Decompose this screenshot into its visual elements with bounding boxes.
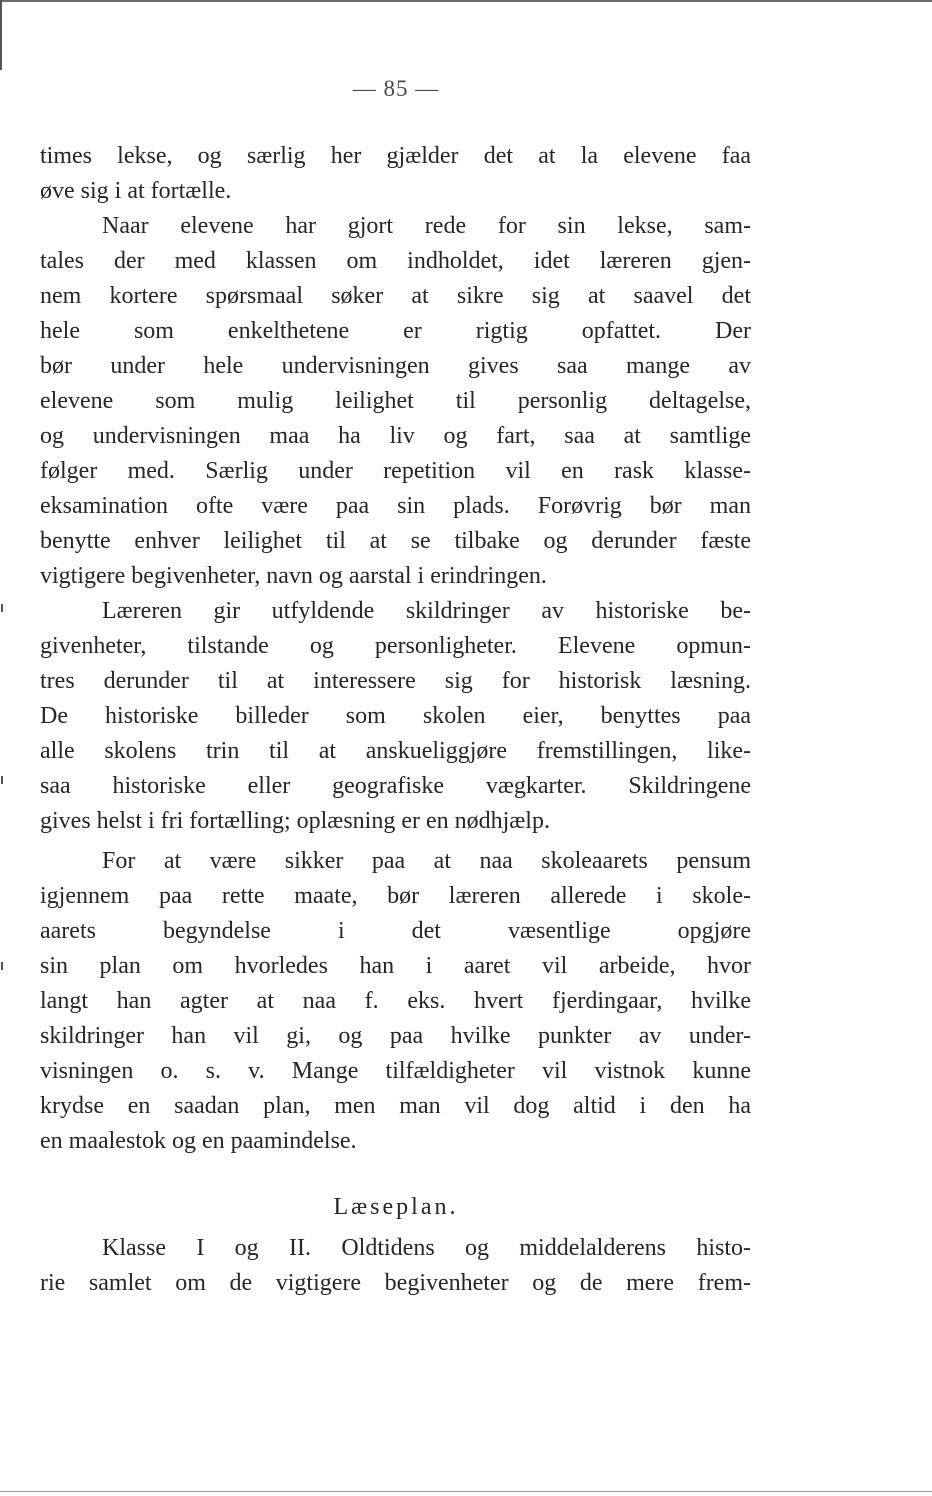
text-line: hele som enkelthetene er rigtig opfattet. Der [40, 318, 751, 344]
text-line: krydse en saadan plan, men man vil dog altid i den ha [40, 1093, 751, 1119]
text-line: De historiske billeder som skolen eier, benyttes paa [40, 703, 751, 729]
text-line: gives helst i fri fortælling; oplæsning er en nødhjælp. [40, 808, 550, 834]
scan-speck [1, 962, 3, 970]
text-line: tales der med klassen om indholdet, idet læreren gjen- [40, 248, 751, 274]
section-heading: Læseplan. [333, 1194, 459, 1220]
text-line: times lekse, og særlig her gjælder det at la elevene faa [40, 143, 751, 169]
text-line: saa historiske eller geografiske vægkarter. Skildringene [40, 773, 751, 799]
page-bottom-edge [0, 1491, 932, 1492]
scan-speck [1, 604, 3, 612]
text-line: tres derunder til at interessere sig for historisk læsning. [40, 668, 751, 694]
text-line: Naar elevene har gjort rede for sin lekse, sam- [102, 213, 751, 239]
text-line: nem kortere spørsmaal søker at sikre sig at saavel det [40, 283, 751, 309]
text-line: en maalestok og en paamindelse. [40, 1128, 357, 1154]
text-line: igjennem paa rette maate, bør læreren allerede i skole- [40, 883, 751, 909]
text-line: bør under hele undervisningen gives saa mange av [40, 353, 751, 379]
text-line: alle skolens trin til at anskueliggjøre fremstillingen, like- [40, 738, 751, 764]
text-line: sin plan om hvorledes han i aaret vil arbeide, hvor [40, 953, 751, 979]
text-line: Klasse I og II. Oldtidens og middelalderens histo- [102, 1235, 751, 1261]
text-line: aarets begyndelse i det væsentlige opgjøre [40, 918, 751, 944]
page-top-edge [0, 0, 932, 2]
text-line: langt han agter at naa f. eks. hvert fjerdingaar, hvilke [40, 988, 751, 1014]
text-line: skildringer han vil gi, og paa hvilke punkter av under- [40, 1023, 751, 1049]
page-left-edge [0, 0, 2, 70]
text-line: følger med. Særlig under repetition vil en rask klasse- [40, 458, 751, 484]
text-line: eksamination ofte være paa sin plads. Forøvrig bør man [40, 493, 751, 519]
text-line: og undervisningen maa ha liv og fart, saa at samtlige [40, 423, 751, 449]
text-line: Læreren gir utfyldende skildringer av historiske be- [102, 598, 751, 624]
scan-speck [1, 776, 3, 784]
text-line: visningen o. s. v. Mange tilfældigheter vil vistnok kunne [40, 1058, 751, 1084]
text-line: elevene som mulig leilighet til personlig deltagelse, [40, 388, 751, 414]
text-line: benytte enhver leilighet til at se tilbake og derunder fæste [40, 528, 751, 554]
text-line: vigtigere begivenheter, navn og aarstal i erindringen. [40, 563, 547, 589]
text-line: rie samlet om de vigtigere begivenheter og de mere frem- [40, 1270, 751, 1296]
text-line: For at være sikker paa at naa skoleaarets pensum [102, 848, 751, 874]
text-line: givenheter, tilstande og personligheter. Elevene opmun- [40, 633, 751, 659]
text-line: øve sig i at fortælle. [40, 178, 232, 204]
page-number: — 85 — [352, 76, 440, 101]
